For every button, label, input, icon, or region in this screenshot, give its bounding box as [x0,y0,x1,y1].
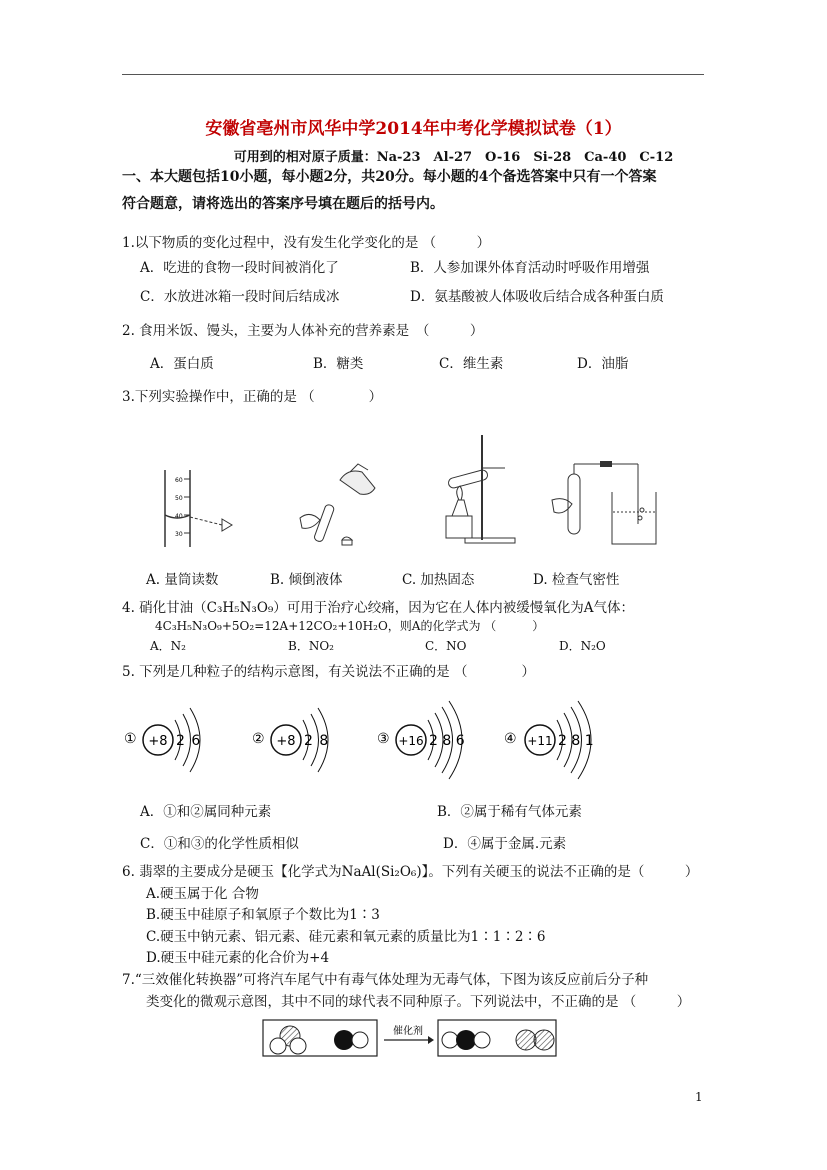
q4-stem: 4. 硝化甘油（C₃H₅N₃O₉）可用于治疗心绞痛，因为它在人体内被缓慢氧化为A气体： [122,600,635,616]
particle-1-mark: ① [124,731,137,747]
particle-4-shells: 2 8 1 [558,733,594,749]
q1-option-c: C．水放进冰箱一段时间后结成冰 [140,289,340,305]
particle-2-diagram [250,700,340,780]
q3-option-a: A. 量筒读数 [146,572,219,588]
q7-stem-line2: 类变化的微观示意图，其中不同的球代表不同种原子。下列说法中，不正确的是 （ ） [146,994,691,1010]
cylinder-tick-60: 60 [175,477,183,484]
q1-stem: 1.以下物质的变化过程中，没有发生化学变化的是 （ ） [122,235,491,251]
q1-option-b: B．人参加课外体育活动时呼吸作用增强 [410,260,650,276]
q2-option-d: D．油脂 [577,356,629,372]
particle-1-shells: 2 6 [176,733,202,749]
q6-option-b: B.硬玉中硅原子和氧原子个数比为1∶3 [146,907,380,923]
atomic-masses: 可用到的相对原子质量：Na-23 Al-27 O-16 Si-28 Ca-40 C-12 [233,150,674,165]
q1-option-d: D．氨基酸被人体吸收后结合成各种蛋白质 [410,289,664,305]
particle-4-nucleus: +11 [527,734,553,748]
cylinder-tick-40: 40 [175,513,183,520]
page-title: 安徽省亳州市风华中学2014年中考化学模拟试卷（1） [205,119,622,139]
pouring-liquid-figure [290,460,385,550]
q3-option-d: D. 检查气密性 [533,572,620,588]
header-rule [122,74,704,75]
airtightness-check-figure [550,460,660,550]
section-instructions-line1: 一、本大题包括10小题，每小题2分，共20分。每小题的4个备选答案中只有一个答案 [122,169,657,185]
q5-stem: 5. 下列是几种粒子的结构示意图，有关说法不正确的是 （ ） [122,664,535,680]
q4-option-a: A．N₂ [150,639,186,653]
q6-option-c: C.硬玉中钠元素、铝元素、硅元素和氧元素的质量比为1∶1∶2∶6 [146,929,546,945]
particle-3-nucleus: +16 [398,734,424,748]
q2-option-a: A．蛋白质 [150,356,214,372]
q1-option-a: A．吃进的食物一段时间被消化了 [140,260,339,276]
q2-stem: 2. 食用米饭、馒头，主要为人体补充的营养素是 （ ） [122,323,484,339]
particle-2-shells: 2 8 [304,733,330,749]
catalyst-reaction-diagram [262,1018,562,1060]
q5-option-a: A．①和②属同种元素 [140,804,272,820]
catalyst-label: 催化剂 [393,1026,423,1037]
q3-option-b: B. 倾倒液体 [270,572,343,588]
section-instructions-line2: 符合题意，请将选出的答案序号填在题后的括号内。 [122,196,444,212]
page-number: 1 [695,1090,703,1104]
q4-equation: 4C₃H₅N₃O₉+5O₂=12A+12CO₂+10H₂O，则A的化学式为 （ ） [155,619,545,633]
particle-4-mark: ④ [504,731,517,747]
cylinder-tick-50: 50 [175,495,183,502]
cylinder-tick-30: 30 [175,531,183,538]
particle-3-diagram [375,695,485,785]
q3-stem: 3.下列实验操作中，正确的是 （ ） [122,389,383,405]
particle-2-mark: ② [252,731,265,747]
q7-stem-line1: 7.“三效催化转换器”可将汽车尾气中有毒气体处理为无毒气体，下图为该反应前后分子种 [122,972,649,988]
q5-option-b: B．②属于稀有气体元素 [437,804,582,820]
q3-option-c: C. 加热固态 [402,572,475,588]
q4-option-c: C．NO [425,639,467,653]
q5-option-d: D．④属于金属.元素 [443,836,567,852]
particle-3-shells: 2 8 6 [429,733,465,749]
q6-stem: 6. 翡翠的主要成分是硬玉【化学式为NaAl(Si₂O₆)】。下列有关硬玉的说法不正确的是（ ） [122,864,699,880]
particle-1-nucleus: +8 [148,734,168,749]
particle-2-nucleus: +8 [276,734,296,749]
particle-3-mark: ③ [377,731,390,747]
particle-1-diagram [120,700,210,780]
heating-solid-figure [430,430,520,550]
q4-option-b: B．NO₂ [288,639,334,653]
particle-4-diagram [502,695,612,785]
q4-option-d: D．N₂O [559,639,606,653]
q6-option-d: D.硬玉中硅元素的化合价为+4 [146,950,330,966]
q2-option-b: B．糖类 [313,356,364,372]
q6-option-a: A.硬玉属于化 合物 [146,886,259,902]
q5-option-c: C．①和③的化学性质相似 [140,836,299,852]
q2-option-c: C．维生素 [439,356,504,372]
graduated-cylinder-figure [150,465,260,550]
